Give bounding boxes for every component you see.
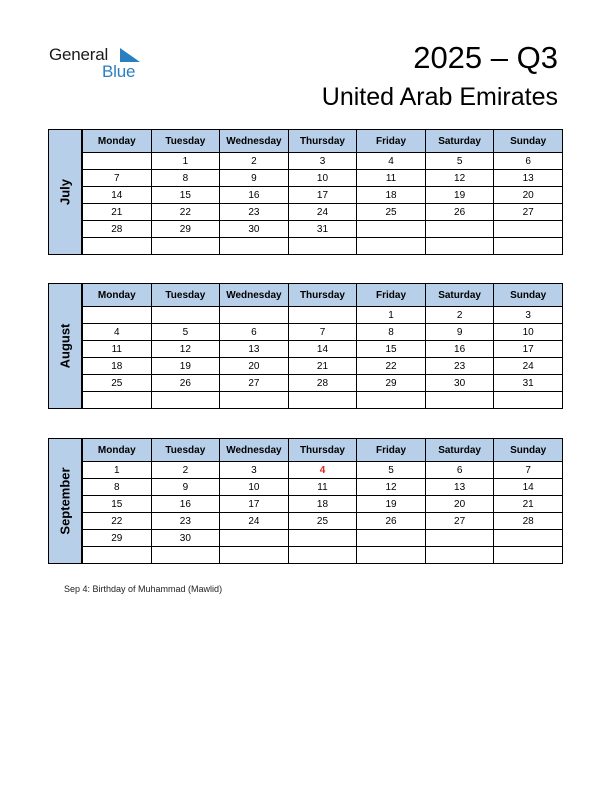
day-cell: 4 (288, 462, 357, 479)
day-cell: 12 (425, 170, 494, 187)
week-row (83, 392, 563, 409)
calendar-table (82, 438, 563, 564)
day-cell (288, 238, 357, 255)
day-cell: 19 (151, 358, 220, 375)
weekday-header: Thursday (288, 130, 357, 153)
day-cell: 29 (151, 221, 220, 238)
day-cell (288, 530, 357, 547)
day-cell: 31 (288, 221, 357, 238)
weekday-header: Saturday (425, 439, 494, 462)
day-cell: 5 (357, 462, 426, 479)
day-cell: 12 (151, 341, 220, 358)
day-cell: 7 (288, 324, 357, 341)
day-cell: 13 (494, 170, 563, 187)
day-cell (288, 307, 357, 324)
week-row (83, 307, 563, 324)
week-row (83, 187, 563, 204)
day-cell: 26 (151, 375, 220, 392)
weekday-header: Thursday (288, 439, 357, 462)
day-cell: 26 (425, 204, 494, 221)
week-row (83, 462, 563, 479)
weekday-header: Wednesday (220, 284, 289, 307)
day-cell: 29 (83, 530, 152, 547)
day-cell: 15 (83, 496, 152, 513)
day-cell: 1 (151, 153, 220, 170)
day-cell (425, 547, 494, 564)
day-cell: 16 (425, 341, 494, 358)
week-row (83, 170, 563, 187)
weekday-header: Friday (357, 439, 426, 462)
weekday-header-row (83, 439, 563, 462)
day-cell (220, 530, 289, 547)
week-row (83, 358, 563, 375)
week-row (83, 479, 563, 496)
day-cell: 18 (83, 358, 152, 375)
weekday-header: Monday (83, 130, 152, 153)
logo-general-text: General (49, 45, 109, 64)
day-cell: 24 (220, 513, 289, 530)
month-name: September (57, 467, 73, 535)
day-cell: 3 (288, 153, 357, 170)
weekday-header: Monday (83, 439, 152, 462)
day-cell (83, 547, 152, 564)
day-cell: 10 (494, 324, 563, 341)
day-cell (288, 392, 357, 409)
day-cell (288, 547, 357, 564)
week-row (83, 496, 563, 513)
weekday-header: Tuesday (151, 130, 220, 153)
day-cell: 23 (425, 358, 494, 375)
day-cell (151, 307, 220, 324)
day-cell (83, 153, 152, 170)
day-cell: 12 (357, 479, 426, 496)
week-row (83, 324, 563, 341)
day-cell: 22 (83, 513, 152, 530)
day-cell (357, 392, 426, 409)
weekday-header: Monday (83, 284, 152, 307)
day-cell: 17 (288, 187, 357, 204)
day-cell: 6 (494, 153, 563, 170)
day-cell: 10 (220, 479, 289, 496)
day-cell: 1 (357, 307, 426, 324)
day-cell: 2 (151, 462, 220, 479)
day-cell: 15 (151, 187, 220, 204)
month-label (48, 283, 82, 409)
day-cell: 27 (220, 375, 289, 392)
day-cell: 9 (220, 170, 289, 187)
day-cell: 31 (494, 375, 563, 392)
weekday-header: Saturday (425, 130, 494, 153)
page-title: 2025 – Q3 (413, 40, 558, 75)
day-cell: 28 (494, 513, 563, 530)
day-cell (357, 530, 426, 547)
day-cell: 6 (220, 324, 289, 341)
day-cell (357, 547, 426, 564)
day-cell: 4 (357, 153, 426, 170)
day-cell: 14 (494, 479, 563, 496)
month-name: July (57, 178, 73, 206)
day-cell: 1 (83, 462, 152, 479)
weekday-header: Wednesday (220, 130, 289, 153)
day-cell: 28 (288, 375, 357, 392)
weekday-header: Sunday (494, 439, 563, 462)
weekday-header: Tuesday (151, 284, 220, 307)
day-cell: 22 (151, 204, 220, 221)
weekday-header: Wednesday (220, 439, 289, 462)
day-cell (220, 238, 289, 255)
day-cell: 25 (357, 204, 426, 221)
day-cell: 5 (425, 153, 494, 170)
day-cell: 20 (220, 358, 289, 375)
week-row (83, 375, 563, 392)
weekday-header-row (83, 130, 563, 153)
day-cell: 6 (425, 462, 494, 479)
day-cell: 4 (83, 324, 152, 341)
day-cell (425, 530, 494, 547)
day-cell (151, 392, 220, 409)
week-row (83, 341, 563, 358)
day-cell (357, 238, 426, 255)
country-name: United Arab Emirates (321, 83, 558, 111)
day-cell (151, 238, 220, 255)
day-cell: 21 (288, 358, 357, 375)
day-cell: 7 (83, 170, 152, 187)
logo-blue-text: Blue (102, 62, 136, 81)
day-cell: 9 (425, 324, 494, 341)
day-cell: 3 (220, 462, 289, 479)
day-cell: 30 (151, 530, 220, 547)
day-cell: 13 (425, 479, 494, 496)
day-cell (83, 238, 152, 255)
day-cell: 27 (425, 513, 494, 530)
day-cell: 28 (83, 221, 152, 238)
day-cell (494, 238, 563, 255)
day-cell: 22 (357, 358, 426, 375)
day-cell (425, 221, 494, 238)
day-cell (357, 221, 426, 238)
day-cell: 26 (357, 513, 426, 530)
weekday-header: Sunday (494, 130, 563, 153)
week-row (83, 221, 563, 238)
day-cell (425, 238, 494, 255)
day-cell: 29 (357, 375, 426, 392)
day-cell (220, 547, 289, 564)
logo (49, 44, 149, 84)
day-cell (83, 307, 152, 324)
day-cell: 23 (220, 204, 289, 221)
day-cell: 8 (357, 324, 426, 341)
day-cell: 20 (425, 496, 494, 513)
month-name: August (57, 323, 73, 369)
month-label (48, 129, 82, 255)
week-row (83, 238, 563, 255)
day-cell: 8 (151, 170, 220, 187)
day-cell: 10 (288, 170, 357, 187)
calendar-table (82, 129, 563, 255)
day-cell: 2 (425, 307, 494, 324)
day-cell: 24 (494, 358, 563, 375)
weekday-header: Saturday (425, 284, 494, 307)
day-cell: 5 (151, 324, 220, 341)
day-cell: 16 (220, 187, 289, 204)
week-row (83, 547, 563, 564)
day-cell (494, 221, 563, 238)
weekday-header-row (83, 284, 563, 307)
month-august (48, 283, 563, 409)
day-cell: 14 (83, 187, 152, 204)
day-cell: 24 (288, 204, 357, 221)
day-cell: 3 (494, 307, 563, 324)
holiday-note: Sep 4: Birthday of Muhammad (Mawlid) (64, 584, 223, 594)
day-cell: 19 (357, 496, 426, 513)
day-cell: 27 (494, 204, 563, 221)
week-row (83, 204, 563, 221)
day-cell: 17 (494, 341, 563, 358)
day-cell: 13 (220, 341, 289, 358)
weekday-header: Sunday (494, 284, 563, 307)
day-cell (83, 392, 152, 409)
day-cell: 18 (288, 496, 357, 513)
day-cell (494, 530, 563, 547)
day-cell: 11 (357, 170, 426, 187)
day-cell: 11 (288, 479, 357, 496)
day-cell: 30 (425, 375, 494, 392)
day-cell: 17 (220, 496, 289, 513)
month-label (48, 438, 82, 564)
day-cell (494, 392, 563, 409)
day-cell: 21 (83, 204, 152, 221)
day-cell: 19 (425, 187, 494, 204)
day-cell: 23 (151, 513, 220, 530)
week-row (83, 153, 563, 170)
day-cell: 25 (83, 375, 152, 392)
day-cell (220, 307, 289, 324)
day-cell: 8 (83, 479, 152, 496)
day-cell: 15 (357, 341, 426, 358)
weekday-header: Thursday (288, 284, 357, 307)
day-cell (494, 547, 563, 564)
month-july (48, 129, 563, 255)
day-cell: 18 (357, 187, 426, 204)
day-cell: 20 (494, 187, 563, 204)
day-cell: 14 (288, 341, 357, 358)
month-september (48, 438, 563, 564)
weekday-header: Tuesday (151, 439, 220, 462)
week-row (83, 513, 563, 530)
day-cell: 9 (151, 479, 220, 496)
day-cell: 7 (494, 462, 563, 479)
day-cell: 2 (220, 153, 289, 170)
day-cell: 11 (83, 341, 152, 358)
day-cell: 30 (220, 221, 289, 238)
weekday-header: Friday (357, 284, 426, 307)
day-cell: 21 (494, 496, 563, 513)
day-cell: 16 (151, 496, 220, 513)
weekday-header: Friday (357, 130, 426, 153)
day-cell (220, 392, 289, 409)
day-cell (425, 392, 494, 409)
week-row (83, 530, 563, 547)
calendar-table (82, 283, 563, 409)
day-cell (151, 547, 220, 564)
day-cell: 25 (288, 513, 357, 530)
